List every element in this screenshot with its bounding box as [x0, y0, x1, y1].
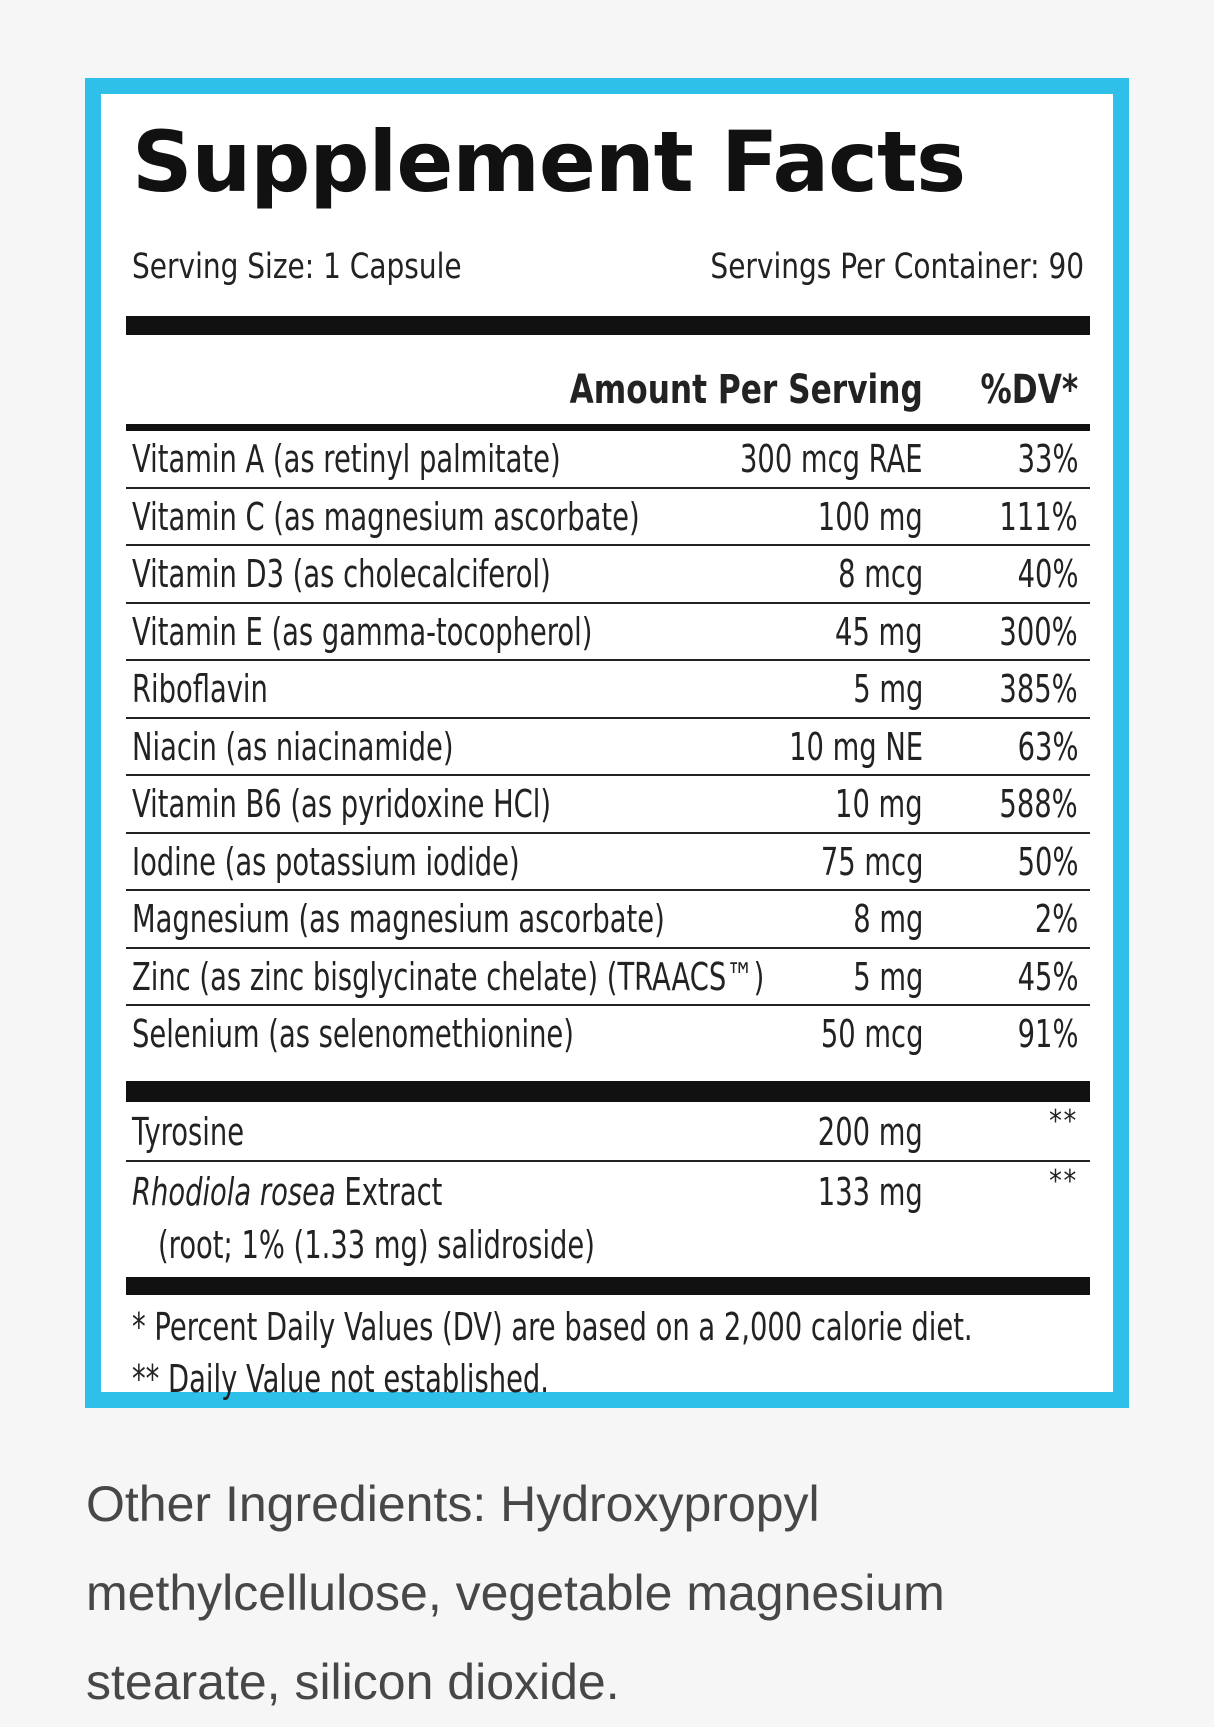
table-row [126, 546, 1090, 604]
divider-thick-top [126, 316, 1090, 335]
ingredient-amount: 200 mg [818, 1110, 923, 1154]
nutrient-name: Vitamin E (as gamma-tocopherol) [132, 609, 593, 654]
supplement-facts-panel [85, 78, 1129, 1408]
nutrient-name: Riboflavin [132, 667, 268, 711]
nutrient-amount: 5 mg [852, 954, 923, 999]
table-row [126, 489, 1090, 547]
nutrient-name: Vitamin C (as magnesium ascorbate) [132, 494, 640, 539]
ingredient-name-latin: Rhodiola rosea [132, 1170, 336, 1214]
table-row [126, 719, 1090, 777]
nutrient-dv: 45% [1017, 954, 1078, 999]
nutrient-amount: 8 mcg [837, 552, 923, 596]
table-row [126, 891, 1090, 949]
other-ingredients-line: stearate, silicon dioxide. [86, 1654, 620, 1710]
ingredient-subname: (root; 1% (1.33 mg) salidroside) [158, 1223, 595, 1267]
nutrient-amount: 100 mg [818, 494, 923, 539]
nutrient-dv: 40% [1017, 552, 1078, 596]
nutrient-amount: 10 mg [835, 782, 923, 826]
nutrient-amount: 5 mg [852, 667, 923, 711]
other-ingredients-text [86, 1460, 1126, 1727]
footnotes [132, 1301, 1214, 1405]
nutrient-dv: 111% [999, 494, 1078, 539]
table-row [126, 661, 1090, 719]
ingredient-dv: ** [1049, 1104, 1078, 1139]
header-amount-per-serving: Amount Per Serving [569, 367, 923, 413]
table-row [126, 834, 1090, 892]
footnote-not-established: ** Daily Value not established. [132, 1357, 549, 1401]
divider-thick-middle [126, 1081, 1090, 1102]
nutrient-amount: 75 mcg [820, 839, 923, 884]
nutrient-name: Vitamin D3 (as cholecalciferol) [132, 552, 551, 596]
nutrient-dv: 33% [1017, 437, 1078, 481]
ingredient-name-rest: Extract [335, 1170, 443, 1214]
nutrient-amount: 300 mcg RAE [740, 437, 923, 481]
nutrient-dv: 588% [999, 782, 1078, 826]
table-row [126, 949, 1090, 1007]
nutrient-amount: 10 mg NE [789, 724, 923, 769]
ingredient-dv: ** [1049, 1164, 1078, 1199]
table-row [126, 431, 1090, 489]
nutrient-amount: 45 mg [835, 609, 923, 654]
table-row [126, 776, 1090, 834]
nutrient-dv: 2% [1034, 897, 1078, 941]
nutrient-dv: 63% [1017, 724, 1078, 769]
nutrient-name: Magnesium (as magnesium ascorbate) [132, 897, 665, 941]
divider-header [126, 424, 1090, 431]
table-header [126, 360, 1090, 420]
nutrient-name: Zinc (as zinc bisglycinate chelate) (TRAACS™) [132, 954, 765, 999]
nutrient-dv: 91% [1017, 1012, 1078, 1056]
nutrient-name: Selenium (as selenomethionine) [132, 1012, 574, 1056]
divider-thick-bottom [126, 1277, 1090, 1295]
table-row [126, 1006, 1090, 1064]
nutrient-name: Vitamin B6 (as pyridoxine HCl) [132, 782, 552, 826]
table-row [126, 604, 1090, 662]
table-row-rhodiola [126, 1162, 1090, 1277]
nutrient-amount: 8 mg [852, 897, 923, 941]
footnote-dv: * Percent Daily Values (DV) are based on a 2,000 calorie diet. [132, 1305, 973, 1349]
ingredient-name: Tyrosine [132, 1110, 245, 1154]
header-percent-dv: %DV* [980, 367, 1078, 413]
nutrient-name: Iodine (as potassium iodide) [132, 839, 520, 884]
nutrient-amount: 50 mcg [820, 1012, 923, 1056]
nutrient-dv: 300% [999, 609, 1078, 654]
ingredient-amount: 133 mg [818, 1170, 923, 1214]
other-ingredients-table [126, 1102, 1090, 1277]
nutrient-name: Vitamin A (as retinyl palmitate) [132, 437, 561, 481]
servings-per-container: Servings Per Container: 90 [710, 247, 1084, 287]
panel-title: Supplement Facts [132, 113, 966, 211]
table-row-tyrosine [126, 1102, 1090, 1162]
other-ingredients-line: methylcellulose, vegetable magnesium [86, 1565, 945, 1621]
ingredient-name [132, 1169, 442, 1215]
serving-size: Serving Size: 1 Capsule [132, 247, 462, 287]
nutrient-dv: 50% [1017, 839, 1078, 884]
nutrient-dv: 385% [999, 667, 1078, 711]
supplement-facts-content [126, 94, 1090, 1401]
other-ingredients-line: Other Ingredients: Hydroxypropyl [86, 1476, 820, 1532]
nutrient-table [126, 431, 1090, 1064]
serving-info [132, 242, 1084, 292]
nutrient-name: Niacin (as niacinamide) [132, 724, 454, 769]
